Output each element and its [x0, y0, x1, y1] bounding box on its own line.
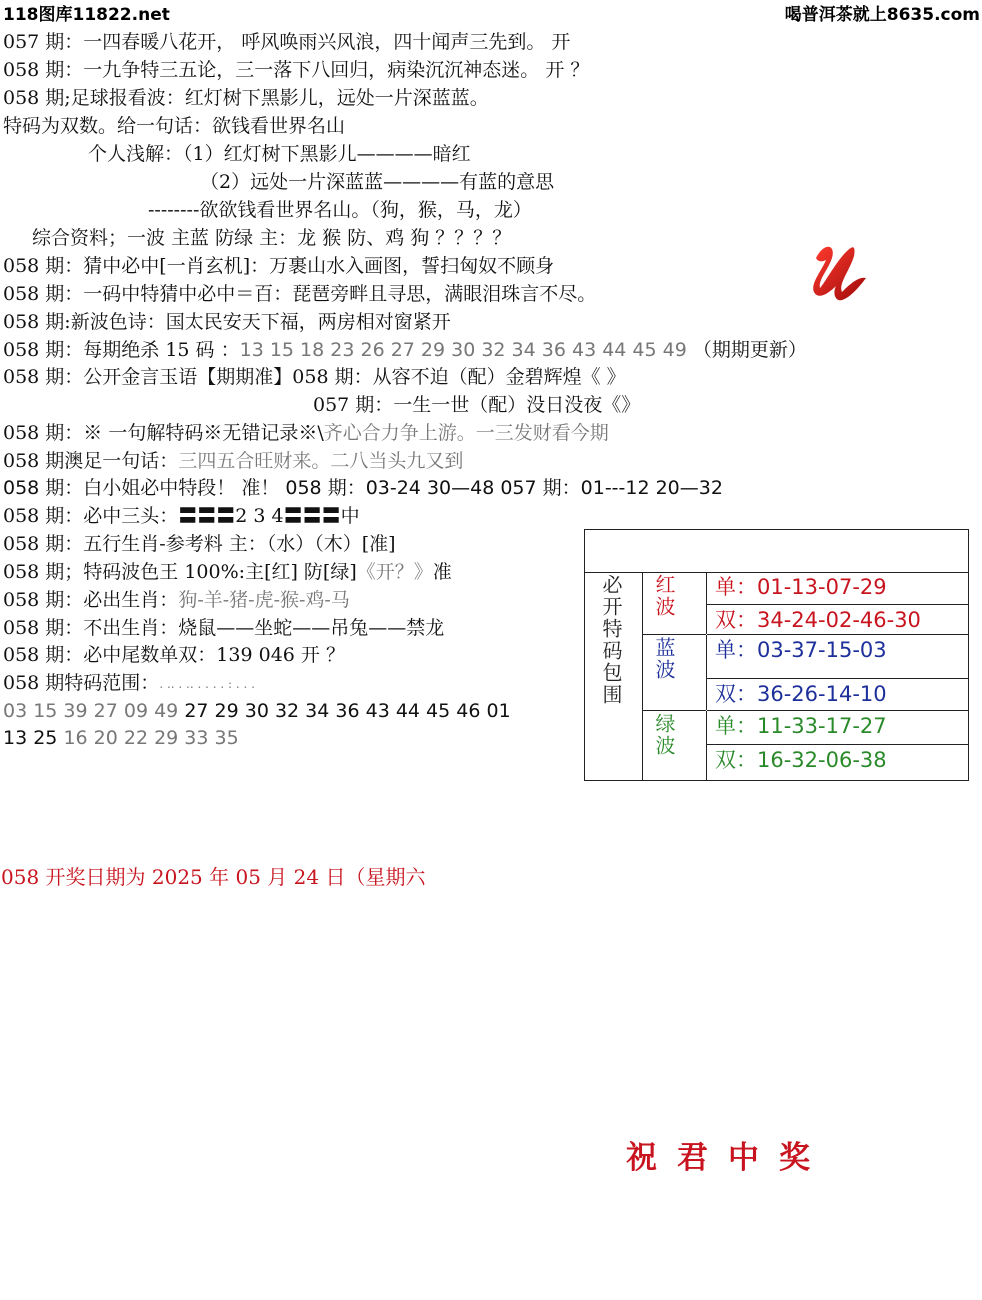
kill-note: （期期更新） [686, 339, 807, 361]
text-line [3, 420, 609, 446]
text-line: 058 期：一码中特猜中必中＝百：琵琶旁畔且寻思，满眼泪珠言不尽。 [3, 283, 597, 305]
text-line: 个人浅解：（1）红灯树下黑影儿————暗红 [88, 143, 471, 165]
text-line: 058 期：一九争特三五论，三一落下八回归，病染沉沉神态迷。 开 ？ [3, 59, 590, 81]
phrase-label: 058 期：※ 一句解特码※无错记录※\ [3, 422, 324, 444]
text-line: 058 期：白小姐必中特段！ 准！ 058 期：03-24 30—48 057 期：01---12 20—32 [3, 477, 723, 499]
range-numbers-gray-2: 16 20 22 29 33 35 [63, 727, 239, 749]
green-double-cell: 双：16-32-06-38 [707, 744, 968, 779]
text-line: 058 期：必中三头：〓〓〓2 3 4〓〓〓中 [3, 505, 360, 527]
site-title-left: 118图库11822.net [3, 5, 170, 25]
text-line [3, 337, 807, 363]
red-double-cell: 双：34-24-02-46-30 [707, 604, 968, 635]
text-line: 综合资料；一波 主蓝 防绿 主：龙 猴 防、鸡 狗 ？？？？ [32, 227, 512, 249]
text-line: 058 期:新波色诗：国太民安天下福，两房相对窗紧开 [3, 311, 451, 333]
range-numbers-2: 13 25 [3, 727, 64, 749]
table-label: 必开特码包围 [599, 574, 623, 706]
red-wave-cell [642, 572, 707, 634]
draw-date: 058 开奖日期为 2025 年 05 月 24 日（星期六 [1, 865, 426, 889]
wave-sure: 准 [432, 561, 452, 583]
range-dots: . .. . .. . . . . : . . . [159, 677, 255, 691]
text-line [3, 725, 239, 751]
wave-open: 《开？》 [356, 561, 433, 583]
text-line: 058 期：必中尾数单双：139 046 开 ？ [3, 644, 345, 666]
blue-double-cell: 双：36-26-14-10 [707, 678, 968, 711]
red-single-cell: 单：01-13-07-29 [715, 575, 887, 599]
text-line: 058 期：公开金言玉语【期期准】058 期：从容不迫（配）金碧辉煌《 》 [3, 366, 626, 388]
text-line: 特码为双数。给一句话：欲钱看世界名山 [3, 115, 346, 137]
range-numbers: 27 29 30 32 34 36 43 44 45 46 01 [184, 700, 511, 722]
aus-label: 058 期澳足一句话： [3, 450, 179, 472]
text-line: 058 期;足球报看波：红灯树下黑影儿，远处一片深蓝蓝。 [3, 87, 489, 109]
text-line [3, 559, 452, 585]
text-line: （2）远处一片深蓝蓝————有蓝的意思 [200, 171, 555, 193]
text-line: 058 期：五行生肖-参考料 主：（水）（木）[准] [3, 533, 396, 555]
zz-logo-icon [806, 232, 876, 310]
table-label-col [585, 572, 643, 780]
blue-wave-label: 蓝波 [652, 637, 676, 681]
phrase-text: 齐心合力争上游。一三发财看今期 [323, 422, 609, 444]
good-luck-text: 祝君中奖 [626, 1140, 830, 1176]
wave-label: 058 期；特码波色王 100%:主[红] 防[绿] [3, 561, 357, 583]
aus-text: 三四五合旺财来。二八当头九又到 [178, 450, 464, 472]
table-header-row [585, 530, 968, 573]
text-line [3, 698, 511, 724]
green-single-cell: 单：11-33-17-27 [707, 710, 968, 745]
green-wave-label: 绿波 [652, 713, 676, 757]
zodiac-list: 狗-羊-猪-虎-猴-鸡-马 [178, 589, 350, 611]
zodiac-label: 058 期：必出生肖： [3, 589, 179, 611]
text-line: --------欲欲钱看世界名山。（狗，猴，马，龙） [148, 199, 532, 221]
site-title-right: 喝普洱茶就上8635.com [784, 5, 980, 25]
text-line: 057 期：一四春暖八花开， 呼风唤雨兴风浪，四十闻声三先到。 开 [3, 31, 571, 53]
blue-single-cell: 单：03-37-15-03 [707, 634, 968, 679]
text-line [3, 448, 463, 474]
red-wave-label: 红波 [652, 574, 676, 618]
kill-label: 058 期：每期绝杀 15 码 ： [3, 339, 240, 361]
range-label: 058 期特码范围： [3, 672, 160, 694]
green-wave-cell [642, 711, 707, 780]
text-line: 058 期：猜中必中[一肖玄机]：万裹山水入画图，誓扫匈奴不顾身 [3, 255, 555, 277]
special-code-table [584, 529, 969, 781]
text-line [3, 587, 350, 613]
text-line: 058 期：不出生肖：烧鼠——坐蛇——吊兔——禁龙 [3, 617, 445, 639]
text-line [3, 670, 255, 697]
blue-wave-cell [642, 635, 707, 710]
text-line: 057 期：一生一世（配）没日没夜《》 [313, 394, 641, 416]
kill-numbers: 13 15 18 23 26 27 29 30 32 34 36 43 44 45 49 [239, 339, 687, 361]
range-numbers-gray: 03 15 39 27 09 49 [3, 700, 185, 722]
